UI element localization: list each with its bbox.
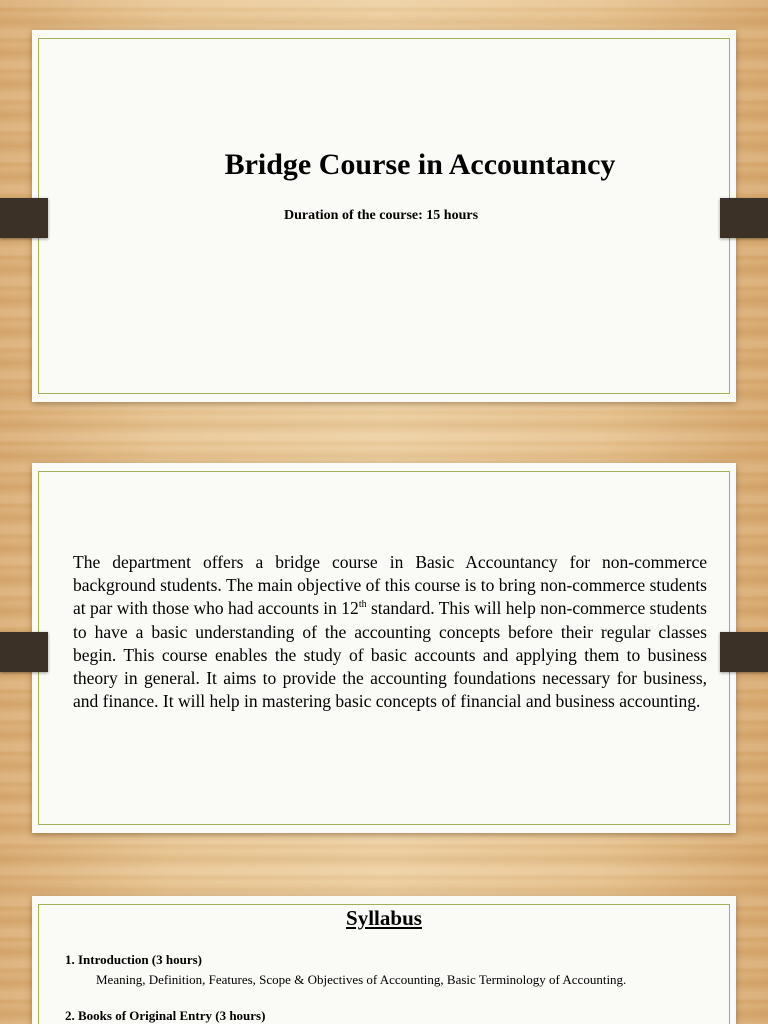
slide-tab-left (0, 198, 48, 238)
slide-tab-right (720, 198, 768, 238)
course-duration: Duration of the course: 15 hours (284, 208, 479, 223)
slide-tab-left (0, 632, 48, 672)
slide-tab-right (720, 632, 768, 672)
syllabus-heading: Syllabus (346, 906, 422, 930)
description-part-1: The department offers a bridge course in Basic Accountancy for non-commerce background students. The main objective of this course is to bring non-commerce students at par with those who had accounts in 12 (73, 552, 707, 619)
unit-content: Meaning, Definition, Features, Scope & Objectives of Accounting, Basic Terminology of Accounting. (96, 972, 627, 987)
description-slide (32, 463, 736, 833)
description-part-2: standard. This will help non-commerce students to have a basic understanding of the accounting concepts before their regular classes begin. This course enables the study of basic accounts and applying them to business theory in general. It aims to provide the accounting foundations necessary for business, and finance. It will help in mastering basic concepts of financial and business accounting. (73, 598, 707, 712)
course-description (73, 551, 707, 713)
unit-title: 1. Introduction (3 hours) (65, 952, 203, 967)
course-title: Bridge Course in Accountancy (224, 148, 616, 181)
syllabus-slide (32, 896, 736, 1024)
ordinal-suffix: th (358, 599, 367, 611)
title-slide (32, 30, 736, 402)
unit-title: 2. Books of Original Entry (3 hours) (65, 1008, 266, 1023)
